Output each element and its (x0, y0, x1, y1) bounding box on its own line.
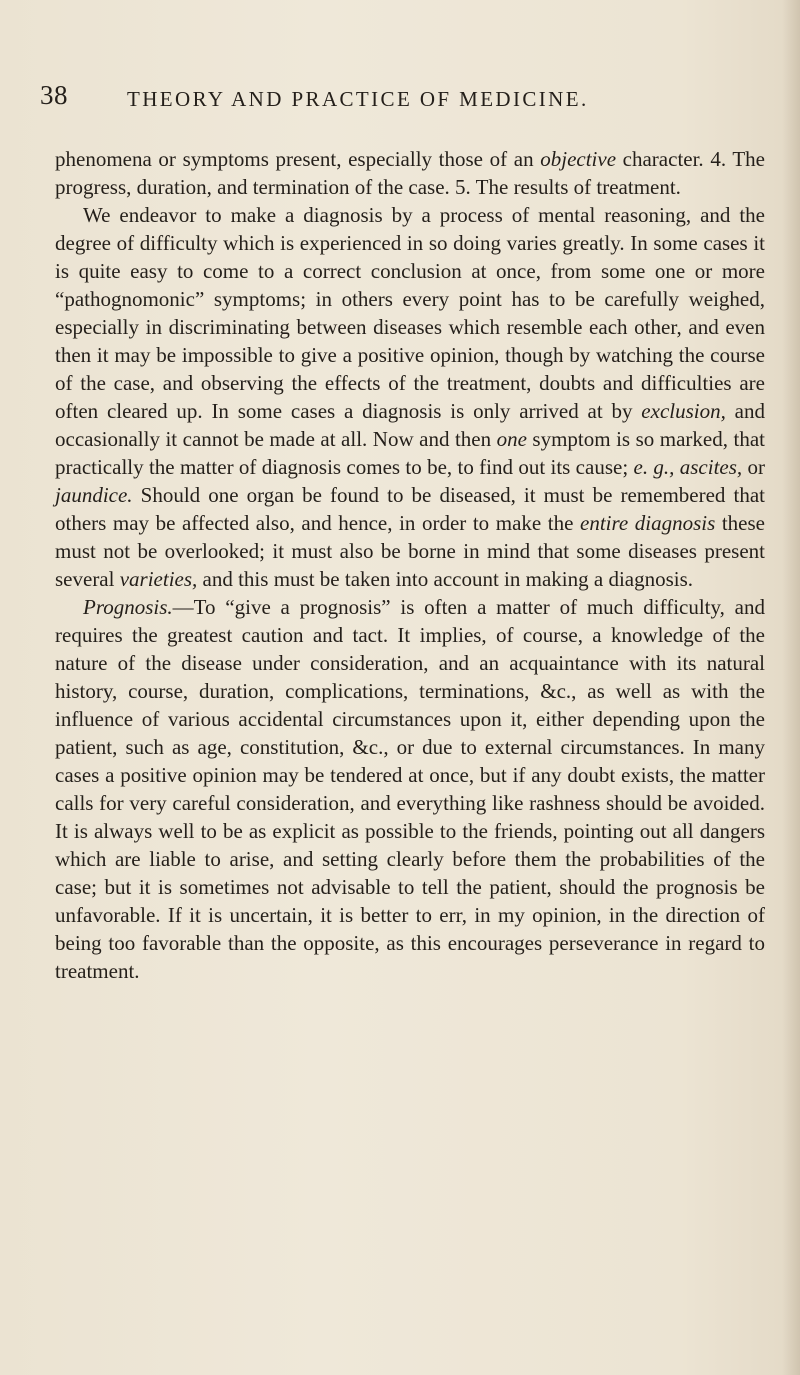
page-edge-shadow (782, 0, 800, 1375)
italic-term: exclusion, (641, 399, 726, 423)
paragraph-2 (55, 201, 765, 593)
text-run: phenomena or symptoms present, especially those of an (55, 147, 541, 171)
text-run: and occasionally it cannot be made at all. Now and then (55, 399, 765, 451)
italic-term: objective (540, 147, 617, 171)
italic-term: varieties, (119, 567, 198, 591)
paragraph-3 (55, 593, 765, 985)
text-run: or (742, 455, 765, 479)
text-run: We endeavor to make a diagnosis by a process of mental reasoning, and the degree of difficulty which is experienced in so doing varies greatly. In some cases it is quite easy to come to a correct conclusion at once, from some one or more “pathognomonic” symptoms; in others every point has to be carefully weighed, especially in discriminating between diseases which resemble each other, and even then it may be impossible to give a positive opinion, though by watching the course of the case, and observing the effects of the treatment, doubts and difficulties are often cleared up. In some cases a diagnosis is only arrived at by (55, 203, 765, 423)
section-heading-prognosis: Prognosis. (83, 595, 173, 619)
italic-term: jaundice. (55, 483, 133, 507)
italic-term: entire diagnosis (580, 511, 716, 535)
page-number: 38 (40, 80, 68, 110)
text-run: Should one organ be found to be diseased, it must be remembered that others may be affected also, and hence, in order to make the (55, 483, 765, 535)
text-run: character. 4. The progress, duration, and termination of the case. 5. The results of treatment. (55, 147, 765, 199)
page-header (40, 80, 760, 120)
text-run: —To “give a prognosis” is often a matter of much difficulty, and requires the greatest caution and tact. It implies, of course, a knowledge of the nature of the disease under consideration, and an acquaintance with its natural history, course, duration, complications, terminations, &c., as well as with the influence of various accidental circumstances upon it, either depending upon the patient, such as age, constitution, &c., or due to external circumstances. In many cases a positive opinion may be tendered at once, but if any doubt exists, the matter calls for very careful consideration, and everything like rashness should be avoided. It is always well to be as explicit as possible to the friends, pointing out all dangers which are liable to arise, and setting clearly before them the probabilities of the case; but it is sometimes not advisable to tell the patient, should the prognosis be unfavorable. If it is uncertain, it is better to err, in my opinion, in the direction of being too favorable than the opposite, as this encourages perseverance in regard to treatment. (55, 595, 765, 983)
text-run: symptom is so marked, that practically the matter of diagnosis comes to be, to find out its cause; (55, 427, 765, 479)
text-run: these must not be overlooked; it must also be borne in mind that some diseases present several (55, 511, 765, 591)
text-run: and this must be taken into account in making a diagnosis. (197, 567, 694, 591)
paragraph-1 (55, 145, 765, 201)
running-title: THEORY AND PRACTICE OF MEDICINE. (127, 87, 589, 111)
body-text (55, 145, 765, 985)
italic-term: e. g., ascites, (633, 455, 743, 479)
italic-term: one (496, 427, 527, 451)
